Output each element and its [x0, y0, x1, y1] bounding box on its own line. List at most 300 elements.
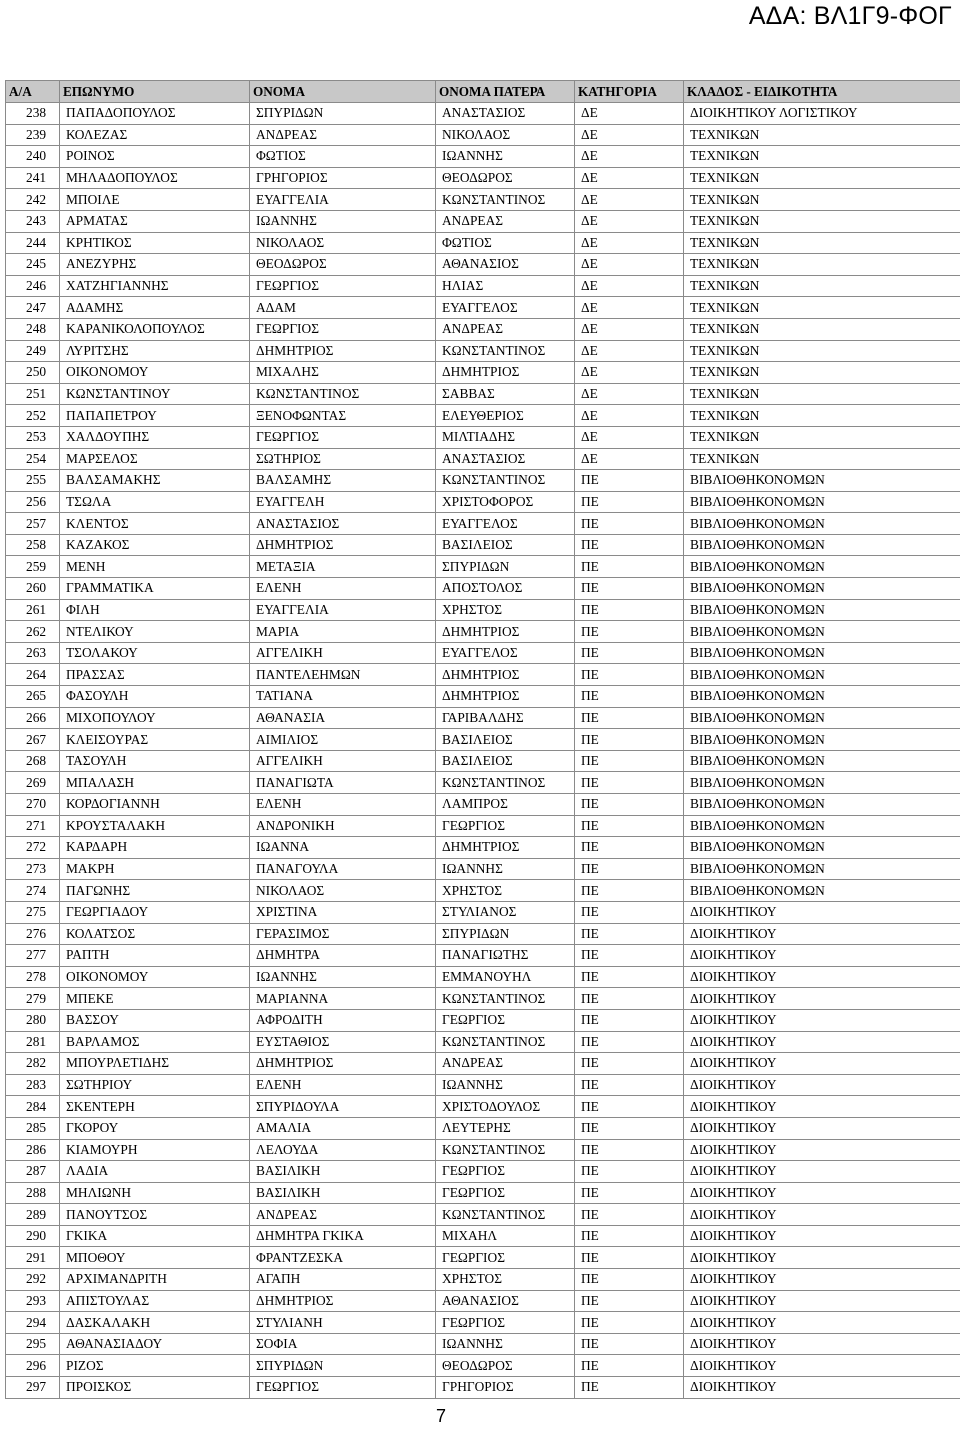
cell-surname: ΠΡΟΙΣΚΟΣ: [60, 1377, 250, 1399]
cell-name: ΔΗΜΗΤΡΙΟΣ: [250, 534, 436, 556]
cell-surname: ΤΑΣΟΥΛΗ: [60, 750, 250, 772]
cell-surname: ΜΑΚΡΗ: [60, 858, 250, 880]
cell-category: ΠΕ: [575, 642, 684, 664]
cell-surname: ΝΤΕΛΙΚΟΥ: [60, 621, 250, 643]
cell-surname: ΑΘΑΝΑΣΙΑΔΟΥ: [60, 1333, 250, 1355]
cell-name: ΓΕΩΡΓΙΟΣ: [250, 318, 436, 340]
cell-surname: ΜΠΟΥΡΛΕΤΙΔΗΣ: [60, 1053, 250, 1075]
cell-surname: ΚΑΡΔΑΡΗ: [60, 837, 250, 859]
cell-category: ΠΕ: [575, 621, 684, 643]
cell-father-name: ΧΡΙΣΤΟΦΟΡΟΣ: [436, 491, 575, 513]
cell-aa: 253: [6, 426, 60, 448]
cell-surname: ΚΡΗΤΙΚΟΣ: [60, 232, 250, 254]
cell-surname: ΜΙΧΟΠΟΥΛΟΥ: [60, 707, 250, 729]
cell-surname: ΚΡΟΥΣΤΑΛΑΚΗ: [60, 815, 250, 837]
table-row: [6, 729, 960, 751]
cell-category: ΠΕ: [575, 1161, 684, 1183]
cell-name: ΕΥΑΓΓΕΛΗ: [250, 491, 436, 513]
table-row: [6, 642, 960, 664]
cell-category: ΠΕ: [575, 1377, 684, 1399]
cell-surname: ΦΑΣΟΥΛΗ: [60, 686, 250, 708]
table-row: [6, 340, 960, 362]
cell-specialty: ΔΙΟΙΚΗΤΙΚΟΥ: [684, 1053, 960, 1075]
cell-specialty: ΔΙΟΙΚΗΤΙΚΟΥ: [684, 1117, 960, 1139]
cell-surname: ΜΑΡΣΕΛΟΣ: [60, 448, 250, 470]
cell-name: ΝΙΚΟΛΑΟΣ: [250, 232, 436, 254]
col-header-name: ΟΝΟΜΑ: [250, 81, 436, 103]
cell-name: ΠΑΝΑΓΙΩΤΑ: [250, 772, 436, 794]
cell-name: ΑΝΑΣΤΑΣΙΟΣ: [250, 513, 436, 535]
cell-father-name: ΚΩΝΣΤΑΝΤΙΝΟΣ: [436, 988, 575, 1010]
cell-name: ΑΝΔΡΕΑΣ: [250, 1204, 436, 1226]
cell-specialty: ΤΕΧΝΙΚΩΝ: [684, 232, 960, 254]
cell-surname: ΚΑΡΑΝΙΚΟΛΟΠΟΥΛΟΣ: [60, 318, 250, 340]
cell-surname: ΡΟΙΝΟΣ: [60, 146, 250, 168]
cell-father-name: ΚΩΝΣΤΑΝΤΙΝΟΣ: [436, 470, 575, 492]
cell-father-name: ΛΑΜΠΡΟΣ: [436, 794, 575, 816]
cell-aa: 272: [6, 837, 60, 859]
cell-aa: 262: [6, 621, 60, 643]
cell-surname: ΚΙΑΜΟΥΡΗ: [60, 1139, 250, 1161]
table-row: [6, 772, 960, 794]
table-row: [6, 383, 960, 405]
table-row: [6, 686, 960, 708]
cell-category: ΠΕ: [575, 599, 684, 621]
cell-specialty: ΒΙΒΛΙΟΘΗΚΟΝΟΜΩΝ: [684, 729, 960, 751]
cell-category: ΔΕ: [575, 362, 684, 384]
cell-surname: ΜΗΛΙΩΝΗ: [60, 1182, 250, 1204]
table-row: [6, 232, 960, 254]
cell-name: ΜΑΡΙΑΝΝΑ: [250, 988, 436, 1010]
cell-father-name: ΓΕΩΡΓΙΟΣ: [436, 1161, 575, 1183]
cell-aa: 259: [6, 556, 60, 578]
cell-surname: ΑΠΙΣΤΟΥΛΑΣ: [60, 1290, 250, 1312]
cell-aa: 297: [6, 1377, 60, 1399]
table-row: [6, 901, 960, 923]
cell-surname: ΣΚΕΝΤΕΡΗ: [60, 1096, 250, 1118]
cell-name: ΞΕΝΟΦΩΝΤΑΣ: [250, 405, 436, 427]
cell-surname: ΓΡΑΜΜΑΤΙΚΑ: [60, 578, 250, 600]
table-row: [6, 1117, 960, 1139]
cell-surname: ΧΑΛΔΟΥΠΗΣ: [60, 426, 250, 448]
cell-specialty: ΔΙΟΙΚΗΤΙΚΟΥ: [684, 1182, 960, 1204]
cell-father-name: ΙΩΑΝΝΗΣ: [436, 1333, 575, 1355]
cell-father-name: ΓΡΗΓΟΡΙΟΣ: [436, 1377, 575, 1399]
cell-category: ΠΕ: [575, 578, 684, 600]
cell-aa: 285: [6, 1117, 60, 1139]
cell-father-name: ΑΘΑΝΑΣΙΟΣ: [436, 254, 575, 276]
table-row: [6, 1161, 960, 1183]
cell-surname: ΡΙΖΟΣ: [60, 1355, 250, 1377]
cell-specialty: ΔΙΟΙΚΗΤΙΚΟΥ: [684, 1333, 960, 1355]
cell-name: ΣΠΥΡΙΔΟΥΛΑ: [250, 1096, 436, 1118]
cell-category: ΠΕ: [575, 1053, 684, 1075]
cell-aa: 270: [6, 794, 60, 816]
cell-surname: ΔΑΣΚΑΛΑΚΗ: [60, 1312, 250, 1334]
cell-name: ΑΙΜΙΛΙΟΣ: [250, 729, 436, 751]
table-row: [6, 1053, 960, 1075]
cell-name: ΛΕΛΟΥΔΑ: [250, 1139, 436, 1161]
cell-surname: ΜΠΟΙΛΕ: [60, 189, 250, 211]
cell-specialty: ΒΙΒΛΙΟΘΗΚΟΝΟΜΩΝ: [684, 491, 960, 513]
cell-surname: ΚΟΡΔΟΓΙΑΝΝΗ: [60, 794, 250, 816]
cell-aa: 293: [6, 1290, 60, 1312]
cell-specialty: ΔΙΟΙΚΗΤΙΚΟΥ: [684, 1096, 960, 1118]
cell-specialty: ΒΙΒΛΙΟΘΗΚΟΝΟΜΩΝ: [684, 750, 960, 772]
cell-surname: ΒΑΛΣΑΜΑΚΗΣ: [60, 470, 250, 492]
table-row: [6, 534, 960, 556]
cell-category: ΔΕ: [575, 405, 684, 427]
table-row: [6, 1096, 960, 1118]
cell-specialty: ΤΕΧΝΙΚΩΝ: [684, 210, 960, 232]
cell-father-name: ΣΠΥΡΙΔΩΝ: [436, 556, 575, 578]
cell-name: ΑΜΑΛΙΑ: [250, 1117, 436, 1139]
cell-category: ΠΕ: [575, 707, 684, 729]
cell-aa: 282: [6, 1053, 60, 1075]
cell-category: ΠΕ: [575, 686, 684, 708]
table-row: [6, 167, 960, 189]
cell-aa: 275: [6, 901, 60, 923]
table-row: [6, 362, 960, 384]
cell-surname: ΜΠΕΚΕ: [60, 988, 250, 1010]
cell-name: ΓΡΗΓΟΡΙΟΣ: [250, 167, 436, 189]
cell-aa: 242: [6, 189, 60, 211]
cell-aa: 250: [6, 362, 60, 384]
cell-aa: 252: [6, 405, 60, 427]
table-row: [6, 405, 960, 427]
cell-category: ΔΕ: [575, 448, 684, 470]
cell-father-name: ΕΛΕΥΘΕΡΙΟΣ: [436, 405, 575, 427]
cell-surname: ΣΩΤΗΡΙΟΥ: [60, 1074, 250, 1096]
cell-surname: ΚΩΝΣΤΑΝΤΙΝΟΥ: [60, 383, 250, 405]
cell-name: ΕΥΣΤΑΘΙΟΣ: [250, 1031, 436, 1053]
cell-name: ΓΕΡΑΣΙΜΟΣ: [250, 923, 436, 945]
cell-aa: 266: [6, 707, 60, 729]
cell-category: ΠΕ: [575, 534, 684, 556]
cell-name: ΑΝΔΡΕΑΣ: [250, 124, 436, 146]
cell-name: ΑΓΓΕΛΙΚΗ: [250, 642, 436, 664]
cell-specialty: ΒΙΒΛΙΟΘΗΚΟΝΟΜΩΝ: [684, 794, 960, 816]
cell-surname: ΓΕΩΡΓΙΑΔΟΥ: [60, 901, 250, 923]
cell-name: ΜΕΤΑΞΙΑ: [250, 556, 436, 578]
cell-specialty: ΒΙΒΛΙΟΘΗΚΟΝΟΜΩΝ: [684, 880, 960, 902]
cell-surname: ΠΑΠΑΠΕΤΡΟΥ: [60, 405, 250, 427]
cell-specialty: ΤΕΧΝΙΚΩΝ: [684, 362, 960, 384]
cell-surname: ΜΠΑΛΑΣΗ: [60, 772, 250, 794]
cell-aa: 238: [6, 103, 60, 125]
cell-name: ΔΗΜΗΤΡΙΟΣ: [250, 340, 436, 362]
cell-specialty: ΔΙΟΙΚΗΤΙΚΟΥ: [684, 1290, 960, 1312]
cell-specialty: ΔΙΟΙΚΗΤΙΚΟΥ: [684, 1225, 960, 1247]
cell-specialty: ΔΙΟΙΚΗΤΙΚΟΥ: [684, 1031, 960, 1053]
cell-category: ΔΕ: [575, 275, 684, 297]
cell-aa: 294: [6, 1312, 60, 1334]
cell-surname: ΚΟΛΑΤΣΟΣ: [60, 923, 250, 945]
cell-specialty: ΔΙΟΙΚΗΤΙΚΟΥ: [684, 1139, 960, 1161]
cell-specialty: ΒΙΒΛΙΟΘΗΚΟΝΟΜΩΝ: [684, 578, 960, 600]
cell-aa: 278: [6, 966, 60, 988]
cell-category: ΠΕ: [575, 837, 684, 859]
cell-category: ΠΕ: [575, 815, 684, 837]
cell-name: ΒΑΣΙΛΙΚΗ: [250, 1182, 436, 1204]
cell-surname: ΛΥΡΙΤΣΗΣ: [60, 340, 250, 362]
table-row: [6, 1031, 960, 1053]
cell-surname: ΟΙΚΟΝΟΜΟΥ: [60, 966, 250, 988]
cell-surname: ΡΑΠΤΗ: [60, 945, 250, 967]
cell-category: ΠΕ: [575, 470, 684, 492]
cell-aa: 296: [6, 1355, 60, 1377]
table-row: [6, 556, 960, 578]
cell-name: ΤΑΤΙΑΝΑ: [250, 686, 436, 708]
cell-specialty: ΔΙΟΙΚΗΤΙΚΟΥ: [684, 1269, 960, 1291]
cell-surname: ΟΙΚΟΝΟΜΟΥ: [60, 362, 250, 384]
cell-father-name: ΔΗΜΗΤΡΙΟΣ: [436, 837, 575, 859]
table-row: [6, 815, 960, 837]
cell-father-name: ΙΩΑΝΝΗΣ: [436, 858, 575, 880]
table-row: [6, 1355, 960, 1377]
cell-category: ΠΕ: [575, 901, 684, 923]
cell-specialty: ΒΙΒΛΙΟΘΗΚΟΝΟΜΩΝ: [684, 772, 960, 794]
cell-specialty: ΔΙΟΙΚΗΤΙΚΟΥ: [684, 1377, 960, 1399]
cell-specialty: ΔΙΟΙΚΗΤΙΚΟΥ: [684, 1204, 960, 1226]
cell-name: ΑΓΑΠΗ: [250, 1269, 436, 1291]
cell-specialty: ΤΕΧΝΙΚΩΝ: [684, 383, 960, 405]
cell-category: ΠΕ: [575, 1269, 684, 1291]
cell-aa: 277: [6, 945, 60, 967]
cell-category: ΠΕ: [575, 1031, 684, 1053]
table-row: [6, 988, 960, 1010]
cell-aa: 254: [6, 448, 60, 470]
cell-specialty: ΤΕΧΝΙΚΩΝ: [684, 405, 960, 427]
cell-category: ΠΕ: [575, 513, 684, 535]
page-number: 7: [436, 1406, 447, 1426]
cell-category: ΠΕ: [575, 750, 684, 772]
cell-aa: 290: [6, 1225, 60, 1247]
cell-name: ΠΑΝΤΕΛΕΗΜΩΝ: [250, 664, 436, 686]
cell-category: ΠΕ: [575, 858, 684, 880]
cell-aa: 276: [6, 923, 60, 945]
table-row: [6, 426, 960, 448]
cell-category: ΔΕ: [575, 210, 684, 232]
cell-category: ΠΕ: [575, 1009, 684, 1031]
cell-surname: ΑΡΧΙΜΑΝΔΡΙΤΗ: [60, 1269, 250, 1291]
cell-name: ΘΕΟΔΩΡΟΣ: [250, 254, 436, 276]
cell-surname: ΜΗΛΑΔΟΠΟΥΛΟΣ: [60, 167, 250, 189]
col-header-category: ΚΑΤΗΓΟΡΙΑ: [575, 81, 684, 103]
table-row: [6, 1225, 960, 1247]
table-row: [6, 1139, 960, 1161]
cell-father-name: ΒΑΣΙΛΕΙΟΣ: [436, 534, 575, 556]
table-row: [6, 448, 960, 470]
cell-category: ΠΕ: [575, 664, 684, 686]
table-row: [6, 210, 960, 232]
table-row: [6, 146, 960, 168]
cell-category: ΠΕ: [575, 966, 684, 988]
cell-surname: ΑΔΑΜΗΣ: [60, 297, 250, 319]
cell-specialty: ΒΙΒΛΙΟΘΗΚΟΝΟΜΩΝ: [684, 513, 960, 535]
cell-surname: ΦΙΛΗ: [60, 599, 250, 621]
cell-father-name: ΕΜΜΑΝΟΥΗΛ: [436, 966, 575, 988]
cell-surname: ΠΑΝΟΥΤΣΟΣ: [60, 1204, 250, 1226]
cell-aa: 246: [6, 275, 60, 297]
cell-name: ΓΕΩΡΓΙΟΣ: [250, 275, 436, 297]
table-row: [6, 621, 960, 643]
cell-father-name: ΑΝΔΡΕΑΣ: [436, 1053, 575, 1075]
cell-aa: 249: [6, 340, 60, 362]
cell-name: ΣΤΥΛΙΑΝΗ: [250, 1312, 436, 1334]
table-row: [6, 1074, 960, 1096]
cell-father-name: ΑΠΟΣΤΟΛΟΣ: [436, 578, 575, 600]
cell-specialty: ΒΙΒΛΙΟΘΗΚΟΝΟΜΩΝ: [684, 686, 960, 708]
cell-name: ΙΩΑΝΝΗΣ: [250, 210, 436, 232]
cell-specialty: ΤΕΧΝΙΚΩΝ: [684, 189, 960, 211]
cell-name: ΧΡΙΣΤΙΝΑ: [250, 901, 436, 923]
table-row: [6, 1377, 960, 1399]
cell-surname: ΠΡΑΣΣΑΣ: [60, 664, 250, 686]
table-row: [6, 1204, 960, 1226]
ada-code: ΑΔΑ: ΒΛ1Γ9-ΦΟΓ: [748, 2, 952, 30]
col-header-specialty: ΚΛΑΔΟΣ - ΕΙΔΙΚΟΤΗΤΑ: [684, 81, 960, 103]
cell-father-name: ΗΛΙΑΣ: [436, 275, 575, 297]
cell-category: ΠΕ: [575, 1182, 684, 1204]
table-row: [6, 1269, 960, 1291]
cell-father-name: ΒΑΣΙΛΕΙΟΣ: [436, 750, 575, 772]
cell-name: ΜΑΡΙΑ: [250, 621, 436, 643]
cell-aa: 244: [6, 232, 60, 254]
cell-name: ΔΗΜΗΤΡΑ: [250, 945, 436, 967]
cell-name: ΔΗΜΗΤΡΑ ΓΚΙΚΑ: [250, 1225, 436, 1247]
cell-category: ΠΕ: [575, 491, 684, 513]
cell-aa: 286: [6, 1139, 60, 1161]
cell-aa: 292: [6, 1269, 60, 1291]
cell-specialty: ΒΙΒΛΙΟΘΗΚΟΝΟΜΩΝ: [684, 858, 960, 880]
cell-surname: ΒΑΣΣΟΥ: [60, 1009, 250, 1031]
cell-name: ΕΛΕΝΗ: [250, 578, 436, 600]
cell-specialty: ΔΙΟΙΚΗΤΙΚΟΥ: [684, 1355, 960, 1377]
cell-aa: 248: [6, 318, 60, 340]
table-row: [6, 297, 960, 319]
cell-name: ΓΕΩΡΓΙΟΣ: [250, 426, 436, 448]
cell-surname: ΜΠΟΘΟΥ: [60, 1247, 250, 1269]
cell-category: ΔΕ: [575, 189, 684, 211]
cell-specialty: ΒΙΒΛΙΟΘΗΚΟΝΟΜΩΝ: [684, 642, 960, 664]
table-row: [6, 103, 960, 125]
cell-name: ΣΠΥΡΙΔΩΝ: [250, 103, 436, 125]
table-row: [6, 966, 960, 988]
cell-aa: 245: [6, 254, 60, 276]
cell-father-name: ΝΙΚΟΛΑΟΣ: [436, 124, 575, 146]
table-row: [6, 750, 960, 772]
cell-category: ΠΕ: [575, 1355, 684, 1377]
cell-surname: ΤΣΩΛΑ: [60, 491, 250, 513]
cell-aa: 239: [6, 124, 60, 146]
cell-name: ΕΥΑΓΓΕΛΙΑ: [250, 599, 436, 621]
cell-aa: 265: [6, 686, 60, 708]
cell-father-name: ΕΥΑΓΓΕΛΟΣ: [436, 297, 575, 319]
cell-category: ΠΕ: [575, 1225, 684, 1247]
cell-specialty: ΔΙΟΙΚΗΤΙΚΟΥ: [684, 923, 960, 945]
cell-father-name: ΛΕΥΤΕΡΗΣ: [436, 1117, 575, 1139]
cell-father-name: ΦΩΤΙΟΣ: [436, 232, 575, 254]
cell-aa: 284: [6, 1096, 60, 1118]
cell-father-name: ΔΗΜΗΤΡΙΟΣ: [436, 362, 575, 384]
table-header-row: [6, 81, 960, 103]
table-row: [6, 275, 960, 297]
cell-surname: ΑΡΜΑΤΑΣ: [60, 210, 250, 232]
cell-father-name: ΚΩΝΣΤΑΝΤΙΝΟΣ: [436, 1139, 575, 1161]
cell-father-name: ΘΕΟΔΩΡΟΣ: [436, 1355, 575, 1377]
cell-category: ΔΕ: [575, 124, 684, 146]
cell-name: ΙΩΑΝΝΑ: [250, 837, 436, 859]
cell-category: ΔΕ: [575, 103, 684, 125]
cell-specialty: ΒΙΒΛΙΟΘΗΚΟΝΟΜΩΝ: [684, 556, 960, 578]
cell-specialty: ΤΕΧΝΙΚΩΝ: [684, 275, 960, 297]
table-row: [6, 470, 960, 492]
cell-specialty: ΤΕΧΝΙΚΩΝ: [684, 318, 960, 340]
cell-father-name: ΔΗΜΗΤΡΙΟΣ: [436, 686, 575, 708]
table-row: [6, 923, 960, 945]
cell-father-name: ΓΕΩΡΓΙΟΣ: [436, 1182, 575, 1204]
cell-category: ΠΕ: [575, 729, 684, 751]
cell-aa: 283: [6, 1074, 60, 1096]
cell-specialty: ΒΙΒΛΙΟΘΗΚΟΝΟΜΩΝ: [684, 599, 960, 621]
cell-father-name: ΠΑΝΑΓΙΩΤΗΣ: [436, 945, 575, 967]
cell-category: ΠΕ: [575, 880, 684, 902]
cell-surname: ΚΛΕΙΣΟΥΡΑΣ: [60, 729, 250, 751]
cell-specialty: ΤΕΧΝΙΚΩΝ: [684, 167, 960, 189]
cell-category: ΔΕ: [575, 318, 684, 340]
cell-name: ΦΩΤΙΟΣ: [250, 146, 436, 168]
table-row: [6, 707, 960, 729]
cell-specialty: ΒΙΒΛΙΟΘΗΚΟΝΟΜΩΝ: [684, 707, 960, 729]
cell-specialty: ΔΙΟΙΚΗΤΙΚΟΥ: [684, 1161, 960, 1183]
cell-name: ΕΥΑΓΓΕΛΙΑ: [250, 189, 436, 211]
cell-name: ΦΡΑΝΤΖΕΣΚΑ: [250, 1247, 436, 1269]
cell-aa: 263: [6, 642, 60, 664]
cell-aa: 279: [6, 988, 60, 1010]
cell-father-name: ΣΑΒΒΑΣ: [436, 383, 575, 405]
cell-father-name: ΜΙΛΤΙΑΔΗΣ: [436, 426, 575, 448]
cell-aa: 255: [6, 470, 60, 492]
cell-father-name: ΒΑΣΙΛΕΙΟΣ: [436, 729, 575, 751]
cell-aa: 247: [6, 297, 60, 319]
cell-category: ΠΕ: [575, 772, 684, 794]
cell-aa: 257: [6, 513, 60, 535]
col-header-father-name: ΟΝΟΜΑ ΠΑΤΕΡΑ: [436, 81, 575, 103]
cell-aa: 281: [6, 1031, 60, 1053]
cell-surname: ΧΑΤΖΗΓΙΑΝΝΗΣ: [60, 275, 250, 297]
cell-name: ΝΙΚΟΛΑΟΣ: [250, 880, 436, 902]
table-row: [6, 578, 960, 600]
cell-father-name: ΚΩΝΣΤΑΝΤΙΝΟΣ: [436, 772, 575, 794]
cell-father-name: ΑΝΑΣΤΑΣΙΟΣ: [436, 103, 575, 125]
cell-category: ΠΕ: [575, 1312, 684, 1334]
cell-category: ΔΕ: [575, 146, 684, 168]
table-row: [6, 254, 960, 276]
cell-father-name: ΘΕΟΔΩΡΟΣ: [436, 167, 575, 189]
table-body: [6, 103, 960, 1399]
cell-specialty: ΔΙΟΙΚΗΤΙΚΟΥ: [684, 1247, 960, 1269]
cell-specialty: ΔΙΟΙΚΗΤΙΚΟΥ: [684, 966, 960, 988]
cell-father-name: ΓΑΡΙΒΑΛΔΗΣ: [436, 707, 575, 729]
cell-specialty: ΒΙΒΛΙΟΘΗΚΟΝΟΜΩΝ: [684, 815, 960, 837]
cell-father-name: ΓΕΩΡΓΙΟΣ: [436, 1009, 575, 1031]
cell-father-name: ΣΠΥΡΙΔΩΝ: [436, 923, 575, 945]
cell-specialty: ΒΙΒΛΙΟΘΗΚΟΝΟΜΩΝ: [684, 534, 960, 556]
cell-aa: 288: [6, 1182, 60, 1204]
cell-surname: ΓΚΟΡΟΥ: [60, 1117, 250, 1139]
cell-category: ΔΕ: [575, 254, 684, 276]
